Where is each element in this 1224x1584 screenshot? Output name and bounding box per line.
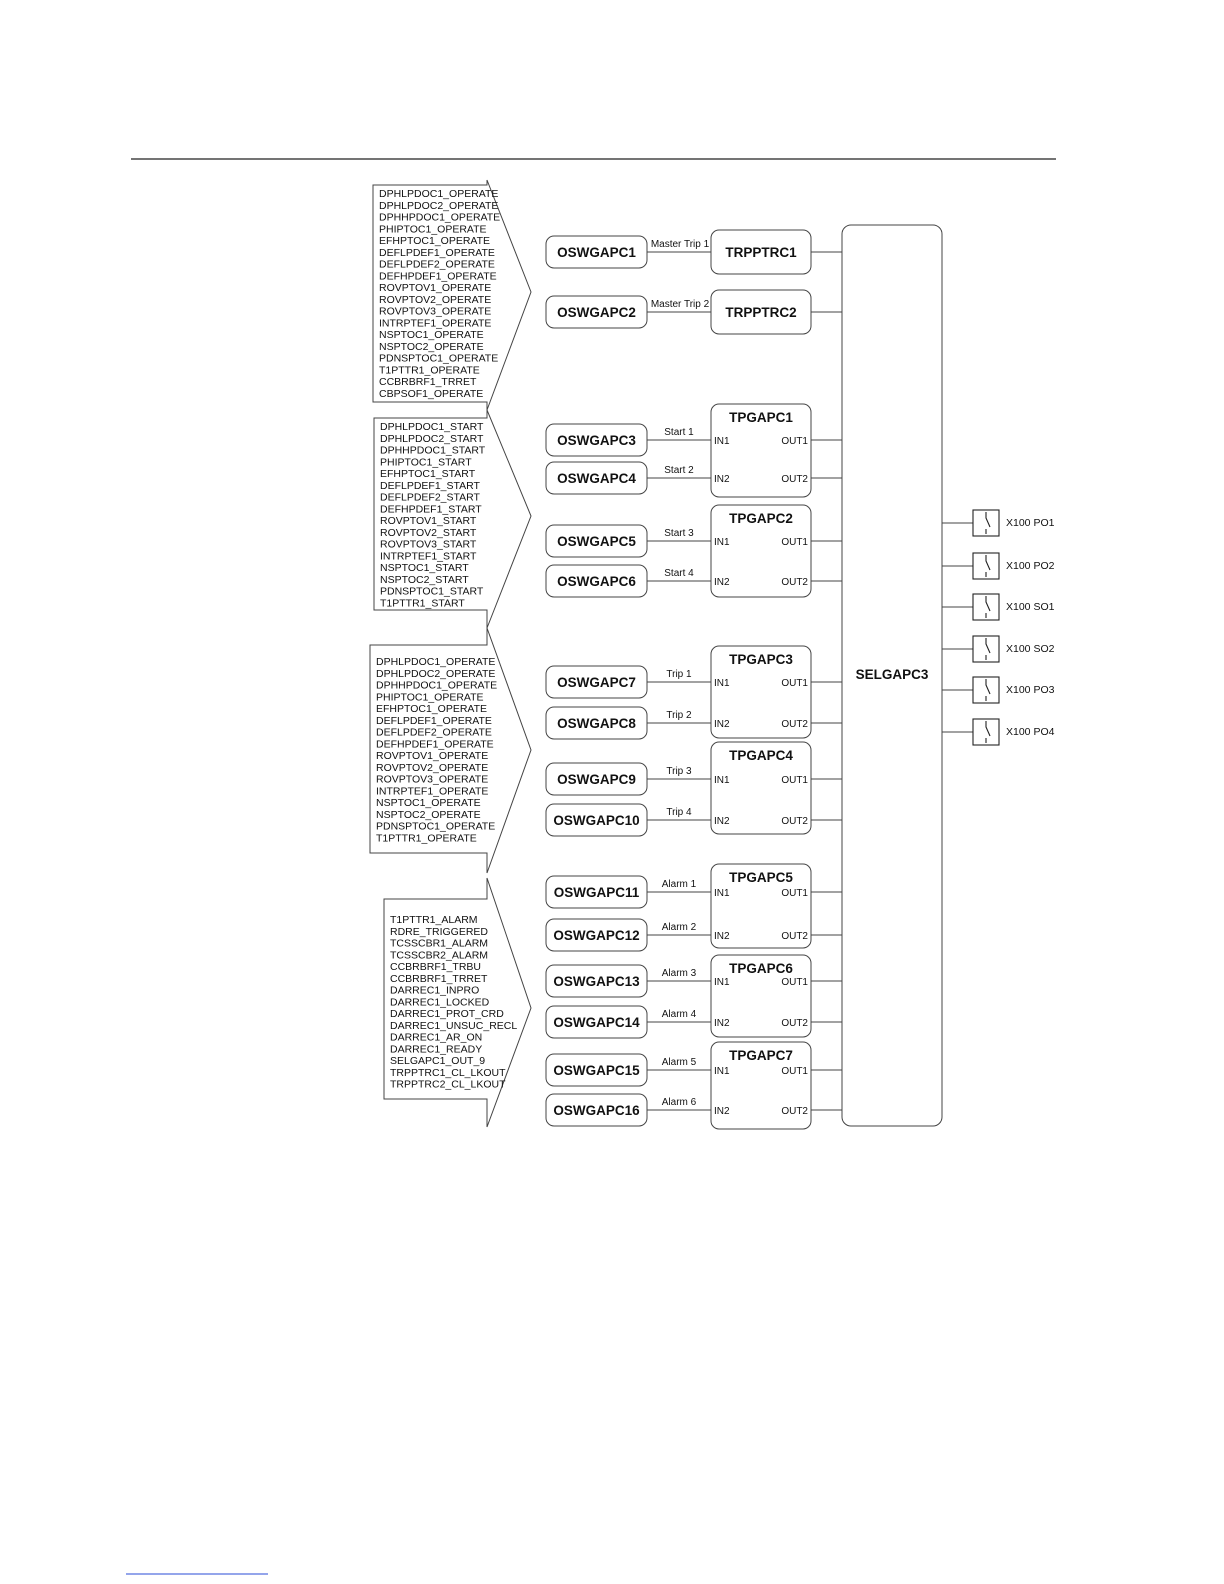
oswgapc-label: OSWGAPC12	[553, 928, 640, 943]
signal-label: DARREC1_PROT_CRD	[390, 1008, 504, 1020]
trpptrc-label: TRPPTRC2	[725, 305, 797, 320]
oswgapc-block	[546, 525, 647, 557]
relay-outputs	[942, 510, 1055, 745]
signal-label: CCBRBRF1_TRRET	[390, 972, 488, 985]
signal-label: DPHHPDOC1_OPERATE	[379, 211, 501, 224]
oswgapc-label: OSWGAPC2	[557, 305, 636, 320]
tpgapc-block	[711, 864, 811, 948]
oswgapc-block	[546, 1054, 647, 1086]
oswgapc-label: OSWGAPC13	[553, 974, 640, 989]
tpgapc-block	[711, 404, 811, 497]
oswgapc-block	[546, 296, 647, 328]
signal-label: T1PTTR1_ALARM	[390, 914, 478, 926]
signal-label: EFHPTOC1_OPERATE	[376, 703, 488, 715]
signal-label: INTRPTEF1_OPERATE	[376, 785, 489, 798]
oswgapc-block	[546, 424, 647, 456]
port-in1: IN1	[714, 537, 730, 548]
signal-label: NSPTOC2_OPERATE	[379, 340, 484, 353]
signal-label: T1PTTR1_START	[380, 597, 465, 610]
signal-label: ROVPTOV3_OPERATE	[376, 773, 489, 786]
oswgapc-block	[546, 236, 647, 268]
oswgapc-label: OSWGAPC4	[557, 471, 636, 486]
oswgapc-label: OSWGAPC7	[557, 675, 636, 690]
oswgapc-block	[546, 666, 647, 698]
signal-label: DPHHPDOC1_START	[380, 444, 486, 457]
oswgapc-block	[546, 462, 647, 494]
oswgapc-blocks	[546, 236, 647, 1126]
signal-label: PHIPTOC1_START	[380, 456, 472, 469]
signal-label: TRPPTRC2_CL_LKOUT	[390, 1078, 506, 1091]
relay-label: X100 PO2	[1006, 560, 1055, 572]
port-in1: IN1	[714, 678, 730, 689]
oswgapc-label: OSWGAPC10	[553, 813, 640, 828]
signal-label: NSPTOC2_OPERATE	[376, 808, 481, 821]
port-in2: IN2	[714, 577, 730, 588]
relay-label: X100 PO4	[1006, 726, 1055, 738]
signal-label: EFHPTOC1_OPERATE	[379, 235, 491, 247]
oswgapc-block	[546, 707, 647, 739]
link-label: Trip 4	[666, 807, 692, 818]
signal-label: TCSSCBR1_ALARM	[390, 937, 489, 950]
signal-group-operate-group-2	[370, 628, 531, 873]
trpptrc-blocks	[711, 230, 811, 334]
signal-label: PHIPTOC1_OPERATE	[379, 223, 487, 236]
link-label: Alarm 2	[661, 922, 697, 933]
oswgapc-block	[546, 919, 647, 951]
port-in1: IN1	[714, 775, 730, 786]
signal-label: ROVPTOV3_OPERATE	[379, 305, 492, 318]
signal-label: DARREC1_READY	[390, 1043, 483, 1056]
trpptrc-label: TRPPTRC1	[725, 245, 797, 260]
port-in1: IN1	[714, 977, 730, 988]
signal-label: DPHLPDOC2_START	[380, 432, 484, 445]
signal-label: ROVPTOV2_START	[380, 526, 477, 539]
oswgapc-label: OSWGAPC9	[557, 772, 636, 787]
link-label: Alarm 3	[661, 968, 697, 979]
signal-group-alarm-group	[384, 878, 531, 1127]
relay-label: X100 SO2	[1006, 643, 1055, 655]
signal-label: NSPTOC1_START	[380, 562, 469, 574]
relay-label: X100 PO3	[1006, 684, 1055, 696]
port-out1: OUT1	[781, 678, 808, 689]
tpgapc-block	[711, 1042, 811, 1129]
signal-label: ROVPTOV1_OPERATE	[376, 750, 489, 762]
signal-label: DARREC1_INPRO	[390, 984, 480, 997]
link-label: Master Trip 1	[650, 239, 710, 250]
signal-label: NSPTOC1_OPERATE	[379, 329, 484, 341]
signal-label: TRPPTRC1_CL_LKOUT	[390, 1066, 506, 1079]
port-out1: OUT1	[781, 436, 808, 447]
link-label: Alarm 5	[661, 1057, 697, 1068]
tpgapc-block	[711, 646, 811, 738]
signal-label: NSPTOC1_OPERATE	[376, 797, 481, 809]
signal-label: DEFLPDEF1_OPERATE	[379, 246, 495, 259]
port-in2: IN2	[714, 719, 730, 730]
port-in1: IN1	[714, 1066, 730, 1077]
selgapc3-block	[842, 225, 942, 1126]
port-out1: OUT1	[781, 977, 808, 988]
relay-output	[942, 553, 1055, 579]
signal-label: ROVPTOV3_START	[380, 538, 477, 551]
oswgapc-label: OSWGAPC6	[557, 574, 636, 589]
port-in2: IN2	[714, 1106, 730, 1117]
signal-label: DARREC1_UNSUC_RECL	[390, 1019, 518, 1032]
tpgapc-blocks	[711, 404, 811, 1129]
oswgapc-block	[546, 763, 647, 795]
link-label: Start 2	[664, 465, 694, 476]
port-in2: IN2	[714, 931, 730, 942]
link-label: Alarm 4	[661, 1009, 697, 1020]
signal-label: DPHLPDOC1_OPERATE	[379, 188, 499, 200]
signal-label: T1PTTR1_OPERATE	[376, 832, 477, 845]
port-out1: OUT1	[781, 537, 808, 548]
signal-label: ROVPTOV1_OPERATE	[379, 282, 492, 294]
port-out1: OUT1	[781, 888, 808, 899]
oswgapc-block	[546, 1006, 647, 1038]
signal-groups	[370, 180, 531, 1127]
oswgapc-label: OSWGAPC3	[557, 433, 636, 448]
signal-label: CCBRBRF1_TRBU	[390, 961, 482, 973]
relay-label: X100 SO1	[1006, 601, 1055, 613]
tpgapc-label: TPGAPC3	[729, 652, 793, 667]
signal-label: PDNSPTOC1_OPERATE	[376, 820, 496, 833]
tpgapc-block	[711, 955, 811, 1037]
port-in1: IN1	[714, 436, 730, 447]
link-label: Trip 2	[666, 710, 692, 721]
selgapc3-title: SELGAPC3	[855, 667, 929, 682]
oswgapc-block	[546, 1094, 647, 1126]
signal-label: DPHLPDOC1_START	[380, 421, 484, 433]
port-in2: IN2	[714, 816, 730, 827]
tpgapc-label: TPGAPC1	[729, 410, 793, 425]
signal-label: DPHLPDOC1_OPERATE	[376, 656, 496, 668]
signal-label: PDNSPTOC1_OPERATE	[379, 352, 499, 365]
signal-label: DEFLPDEF1_START	[380, 479, 480, 492]
oswgapc-label: OSWGAPC5	[557, 534, 636, 549]
signal-label: INTRPTEF1_START	[380, 550, 477, 563]
link-label: Trip 1	[666, 669, 692, 680]
port-in2: IN2	[714, 1018, 730, 1029]
trpptrc-block	[711, 230, 811, 274]
signal-label: ROVPTOV2_OPERATE	[376, 761, 489, 774]
relay-output	[942, 636, 1055, 662]
port-out2: OUT2	[781, 1018, 808, 1029]
oswgapc-block	[546, 804, 647, 836]
link-label: Trip 3	[666, 766, 692, 777]
signal-label: TCSSCBR2_ALARM	[390, 949, 489, 962]
signal-label: DARREC1_AR_ON	[390, 1031, 483, 1044]
port-in2: IN2	[714, 474, 730, 485]
relay-label: X100 PO1	[1006, 517, 1055, 529]
link-label: Master Trip 2	[650, 299, 710, 310]
signal-label: T1PTTR1_OPERATE	[379, 364, 480, 377]
signal-label: RDRE_TRIGGERED	[390, 925, 489, 938]
link-label: Alarm 1	[661, 879, 697, 890]
signal-label: INTRPTEF1_OPERATE	[379, 317, 492, 330]
tpgapc-block	[711, 742, 811, 834]
relay-output	[942, 719, 1055, 745]
port-out2: OUT2	[781, 816, 808, 827]
signal-label: SELGAPC1_OUT_9	[390, 1055, 486, 1067]
signal-label: CCBRBRF1_TRRET	[379, 376, 477, 388]
oswgapc-label: OSWGAPC1	[557, 245, 636, 260]
link-label: Alarm 6	[661, 1097, 697, 1108]
signal-label: DEFLPDEF1_OPERATE	[376, 714, 492, 727]
port-out2: OUT2	[781, 474, 808, 485]
oswgapc-label: OSWGAPC11	[553, 885, 640, 900]
port-out2: OUT2	[781, 719, 808, 730]
tpgapc-label: TPGAPC4	[729, 748, 793, 763]
signal-label: ROVPTOV1_START	[380, 515, 477, 527]
relay-output	[942, 510, 1055, 536]
signal-label: PDNSPTOC1_START	[380, 585, 484, 598]
relay-output	[942, 594, 1055, 620]
oswgapc-block	[546, 965, 647, 997]
signal-label: DEFHPDEF1_START	[380, 503, 482, 516]
signal-label: DARREC1_LOCKED	[390, 996, 490, 1009]
oswgapc-label: OSWGAPC14	[553, 1015, 640, 1030]
signal-group-operate-group-1	[373, 180, 531, 410]
tpgapc-label: TPGAPC5	[729, 870, 793, 885]
port-out2: OUT2	[781, 931, 808, 942]
oswgapc-block	[546, 876, 647, 908]
signal-label: DEFHPDEF1_OPERATE	[379, 270, 497, 283]
signal-label: DPHLPDOC2_OPERATE	[379, 199, 499, 212]
port-out1: OUT1	[781, 775, 808, 786]
signal-label: PHIPTOC1_OPERATE	[376, 691, 484, 704]
tpgapc-label: TPGAPC6	[729, 961, 793, 976]
signal-label: ROVPTOV2_OPERATE	[379, 293, 492, 306]
trpptrc-block	[711, 290, 811, 334]
tpgapc-label: TPGAPC7	[729, 1048, 793, 1063]
port-in1: IN1	[714, 888, 730, 899]
link-label: Start 4	[664, 568, 694, 579]
port-out2: OUT2	[781, 577, 808, 588]
port-out2: OUT2	[781, 1106, 808, 1117]
oswgapc-label: OSWGAPC16	[553, 1103, 640, 1118]
port-out1: OUT1	[781, 1066, 808, 1077]
oswgapc-block	[546, 565, 647, 597]
tpgapc-label: TPGAPC2	[729, 511, 793, 526]
oswgapc-label: OSWGAPC15	[553, 1063, 640, 1078]
signal-label: DEFLPDEF2_START	[380, 491, 480, 504]
relay-output	[942, 677, 1055, 703]
signal-label: CBPSOF1_OPERATE	[379, 387, 484, 400]
signal-label: DEFHPDEF1_OPERATE	[376, 738, 494, 751]
signal-label: DEFLPDEF2_OPERATE	[376, 726, 492, 739]
signal-label: DPHLPDOC2_OPERATE	[376, 667, 496, 680]
signal-label: EFHPTOC1_START	[380, 468, 476, 480]
tpgapc-block	[711, 505, 811, 597]
signal-label: DEFLPDEF2_OPERATE	[379, 258, 495, 271]
oswgapc-label: OSWGAPC8	[557, 716, 636, 731]
link-label: Start 3	[664, 528, 694, 539]
signal-label: NSPTOC2_START	[380, 573, 469, 586]
link-label: Start 1	[664, 427, 694, 438]
signal-label: DPHHPDOC1_OPERATE	[376, 679, 498, 692]
signal-group-start-group	[374, 410, 531, 628]
